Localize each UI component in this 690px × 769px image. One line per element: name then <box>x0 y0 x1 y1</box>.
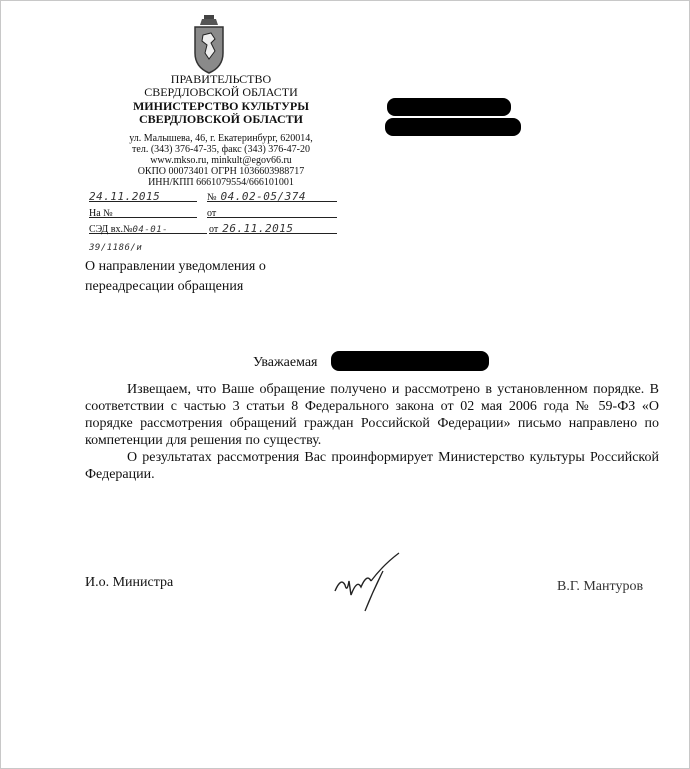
date-line <box>89 187 197 202</box>
coat-of-arms-icon <box>191 13 227 77</box>
sed-line: СЭД вх.№04-01-39/1186/и <box>89 219 207 234</box>
recipient-redaction <box>385 118 521 136</box>
government-heading: ПРАВИТЕЛЬСТВО СВЕРДЛОВСКОЙ ОБЛАСТИ <box>144 72 298 99</box>
ministry-heading: МИНИСТЕРСТВО КУЛЬТУРЫ СВЕРДЛОВСКОЙ ОБЛАСТИ <box>132 99 310 126</box>
sed-date-handwritten: 26.11.2015 <box>222 222 294 235</box>
letter-body <box>85 381 659 483</box>
contact-block: ул. Малышева, 46, г. Екатеринбург, 620014, тел. (343) 376-47-35, факс (343) 376-47-20 www.mkso.ru, minkult@egov66.ru ОКПО 00073401 ОГРН 1036603988717 ИНН/КПП 6661079554/666101001 <box>129 133 313 188</box>
addressee-redaction <box>331 351 489 371</box>
na-ot-line: от <box>207 203 337 218</box>
sed-number-handwritten: 04-01-39/1186/и <box>89 225 169 253</box>
date-handwritten: 24.11.2015 <box>89 190 161 203</box>
signatory-title: И.о. Министра <box>85 575 174 590</box>
sed-ot-line: от 26.11.2015 <box>209 219 337 234</box>
greeting: Уважаемая <box>253 355 318 370</box>
number-handwritten: 04.02-05/374 <box>220 190 307 203</box>
na-line: На № <box>89 203 197 218</box>
signatory-name: В.Г. Мантуров <box>557 579 644 594</box>
subject: О направлении уведомления о переадресации обращения <box>85 259 266 294</box>
handwritten-signature <box>327 551 407 615</box>
body-paragraph: Извещаем, что Ваше обращение получено и рассмотрено в установленном порядке. В соответствии с частью 3 статьи 8 Федерального закона от 02 мая 2006 года № 59-ФЗ «О порядке рассмотрения обращений граждан Российской Федерации» письмо направлено по компетенции для решения по существу. <box>85 382 659 448</box>
number-line: № 04.02-05/374 <box>207 187 337 202</box>
recipient-redaction <box>387 98 511 116</box>
body-paragraph: О результатах рассмотрения Вас проинформирует Министерство культуры Российской Федерации. <box>85 450 659 482</box>
